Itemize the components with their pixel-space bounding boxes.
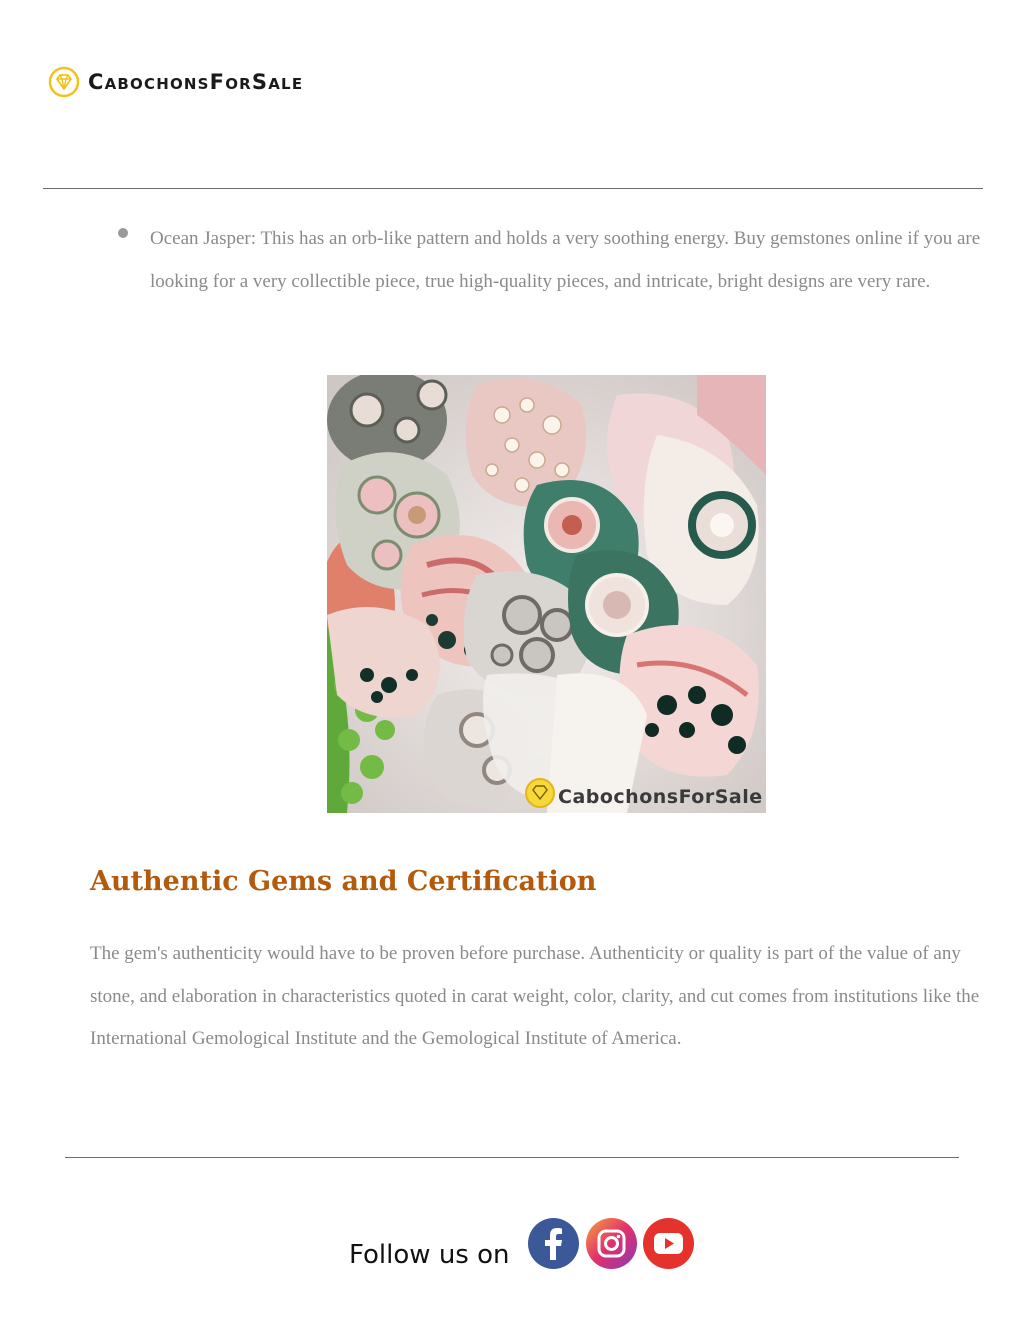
ocean-jasper-photo <box>327 375 766 813</box>
bottom-divider <box>65 1157 959 1158</box>
facebook-icon[interactable] <box>528 1218 579 1269</box>
instagram-icon[interactable] <box>586 1218 637 1269</box>
bullet-text: Ocean Jasper: This has an orb-like pattern and holds a very soothing energy. Buy gemstones online if you are looking for a very collectible piece, true high-quality pieces, and intricate, bright designs are very rare. <box>150 228 981 292</box>
top-divider <box>43 188 983 189</box>
watermark-text: CabochonsForSale <box>558 786 763 808</box>
bullet-list-item <box>118 218 1008 303</box>
follow-label: Follow us on <box>349 1240 510 1270</box>
section-heading: Authentic Gems and Certification <box>90 866 597 897</box>
site-logo[interactable] <box>48 66 303 98</box>
ocean-jasper-illustration <box>327 375 766 813</box>
section-body: The gem's authenticity would have to be proven before purchase. Authenticity or quality is part of the value of any stone, and elaboration in characteristics quoted in carat weight, color, clarity, and cut comes from institutions like the International Gemological Institute and the Gemological Institute of America. <box>90 943 980 1049</box>
bullet-dot <box>118 228 128 238</box>
logo-text: CabochonsForSale <box>88 70 304 94</box>
youtube-icon[interactable] <box>643 1218 694 1269</box>
gem-in-circle-icon <box>48 66 80 98</box>
